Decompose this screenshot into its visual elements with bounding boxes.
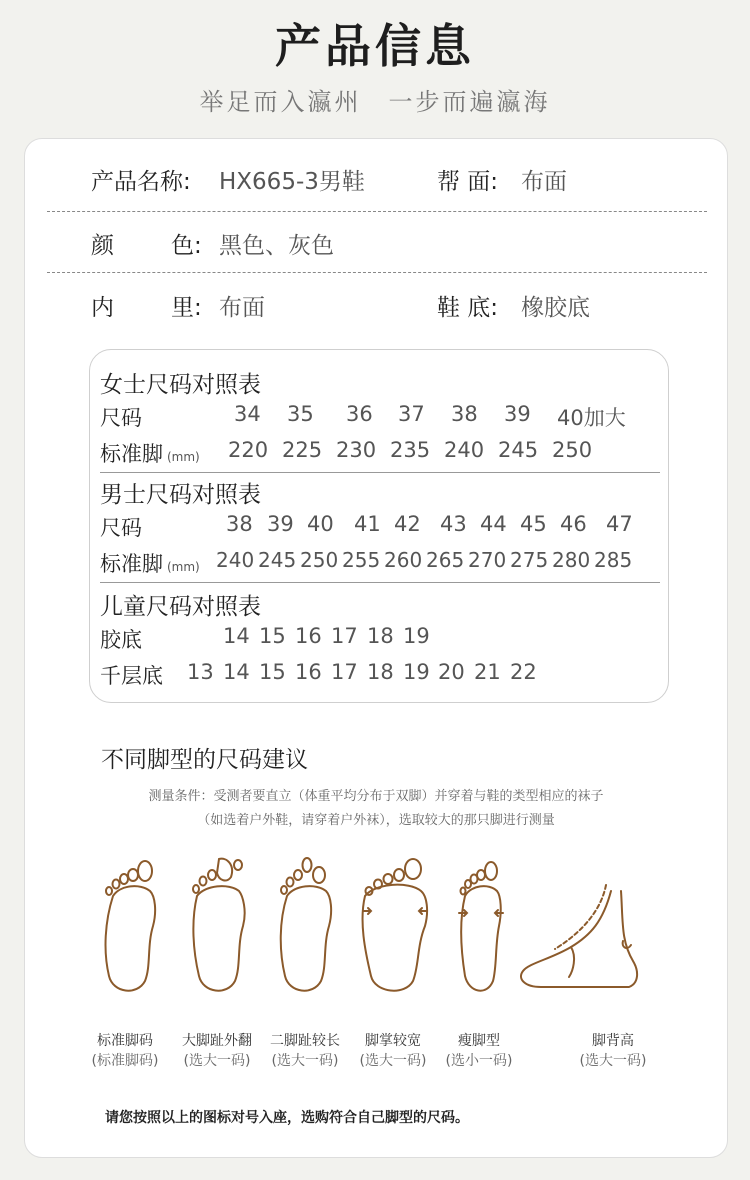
kids-layer-label: 千层底 — [100, 664, 163, 688]
info-row-name-upper — [47, 145, 707, 209]
foot-type-name: 瘦脚型 — [458, 1033, 500, 1049]
men-size: 43 — [440, 512, 467, 536]
women-size: 36 — [346, 402, 373, 426]
kids-layer-size: 19 — [403, 660, 430, 684]
women-foot-label-text: 标准脚 — [100, 442, 163, 466]
bunion-foot-icon — [183, 851, 253, 1001]
foot-type-thin — [409, 1031, 549, 1071]
men-length: 255 — [342, 548, 381, 572]
kids-rubber-size: 19 — [403, 624, 430, 648]
men-size: 42 — [394, 512, 421, 536]
foot-type-name: 标准脚码 — [97, 1033, 153, 1049]
men-size: 40 — [307, 512, 334, 536]
foot-type-tip: (选小一码) — [445, 1053, 513, 1069]
upper-label: 帮 面: — [437, 169, 499, 195]
kids-layer-size: 20 — [438, 660, 465, 684]
women-foot-label — [100, 438, 200, 468]
kids-rubber-size: 17 — [331, 624, 358, 648]
kids-rubber-size: 15 — [259, 624, 286, 648]
men-length: 270 — [468, 548, 507, 572]
foot-type-tip: (选大一码) — [271, 1053, 339, 1069]
women-size: 35 — [287, 402, 314, 426]
high-instep-foot-icon — [511, 851, 661, 1001]
info-row-lining-sole — [47, 271, 707, 335]
men-unit: (mm) — [167, 560, 200, 574]
men-size: 41 — [354, 512, 381, 536]
page-subtitle: 举足而入瀛州 一步而遍瀛海 — [199, 88, 551, 116]
women-size: 39 — [504, 402, 531, 426]
women-length: 220 — [228, 438, 269, 462]
foot-type-tip: (标准脚码) — [91, 1053, 159, 1069]
men-chart-title: 男士尺码对照表 — [100, 482, 261, 508]
men-foot-label-text: 标准脚 — [100, 552, 163, 576]
kids-layer-size: 15 — [259, 660, 286, 684]
color-label-a: 颜 — [91, 233, 114, 259]
long-second-toe-foot-icon — [271, 851, 341, 1001]
women-unit: (mm) — [167, 450, 200, 464]
women-length: 235 — [390, 438, 431, 462]
foot-type-tip: (选大一码) — [579, 1053, 647, 1069]
sole-label: 鞋 底: — [437, 295, 499, 321]
color-value: 黑色、灰色 — [219, 233, 334, 259]
color-label-b: 色: — [171, 233, 202, 259]
measurement-condition-line1: 测量条件：受测者要直立（体重平均分布于双脚）并穿着与鞋的类型相应的袜子 — [148, 789, 604, 804]
women-size-label: 尺码 — [100, 406, 142, 430]
lining-label-a: 内 — [91, 295, 114, 321]
kids-layer-size: 13 — [187, 660, 214, 684]
men-size: 44 — [480, 512, 507, 536]
size-selection-note: 请您按照以上的图标对号入座，选购符合自己脚型的尺码。 — [105, 1110, 469, 1126]
kids-layer-size: 22 — [510, 660, 537, 684]
foot-type-tip: (选大一码) — [183, 1053, 251, 1069]
foot-type-tip: (选大一码) — [359, 1053, 427, 1069]
lining-value: 布面 — [219, 295, 265, 321]
men-length: 285 — [594, 548, 633, 572]
standard-foot-icon — [95, 851, 165, 1001]
kids-layer-size: 16 — [295, 660, 322, 684]
men-length: 260 — [384, 548, 423, 572]
men-size: 38 — [226, 512, 253, 536]
foot-type-name: 二脚趾较长 — [270, 1033, 340, 1049]
product-info-card — [24, 138, 728, 1158]
kids-rubber-size: 16 — [295, 624, 322, 648]
wide-foot-icon — [357, 851, 433, 1001]
size-chart — [89, 349, 669, 703]
kids-layer-size: 18 — [367, 660, 394, 684]
kids-layer-size: 21 — [474, 660, 501, 684]
women-size: 40加大 — [557, 406, 626, 430]
kids-layer-size: 17 — [331, 660, 358, 684]
kids-rubber-label: 胶底 — [100, 628, 142, 652]
women-size: 38 — [451, 402, 478, 426]
women-length: 230 — [336, 438, 377, 462]
foot-type-high-instep — [543, 1031, 683, 1071]
divider — [100, 582, 660, 583]
kids-layer-size: 14 — [223, 660, 250, 684]
men-size: 47 — [606, 512, 633, 536]
men-length: 275 — [510, 548, 549, 572]
name-value: HX665-3男鞋 — [219, 169, 365, 195]
lining-label-b: 里: — [171, 295, 202, 321]
men-foot-label — [100, 548, 200, 578]
men-size: 45 — [520, 512, 547, 536]
divider — [100, 472, 660, 473]
kids-rubber-size: 14 — [223, 624, 250, 648]
women-length: 225 — [282, 438, 323, 462]
women-length: 240 — [444, 438, 485, 462]
men-length: 240 — [216, 548, 255, 572]
women-size: 34 — [234, 402, 261, 426]
women-chart-title: 女士尺码对照表 — [100, 372, 261, 398]
foot-type-name: 大脚趾外翻 — [182, 1033, 252, 1049]
sole-value: 橡胶底 — [521, 295, 590, 321]
men-length: 245 — [258, 548, 297, 572]
foot-type-name: 脚背高 — [592, 1033, 634, 1049]
men-size-label: 尺码 — [100, 516, 142, 540]
women-length: 250 — [552, 438, 593, 462]
men-length: 250 — [300, 548, 339, 572]
upper-value: 布面 — [521, 169, 567, 195]
kids-chart-title: 儿童尺码对照表 — [100, 594, 261, 620]
men-size: 46 — [560, 512, 587, 536]
kids-rubber-size: 18 — [367, 624, 394, 648]
women-length: 245 — [498, 438, 539, 462]
men-length: 280 — [552, 548, 591, 572]
foot-type-advice-title: 不同脚型的尺码建议 — [101, 747, 308, 773]
info-row-color — [47, 209, 707, 273]
thin-foot-icon — [449, 851, 509, 1001]
men-length: 265 — [426, 548, 465, 572]
name-label: 产品名称: — [91, 169, 191, 195]
men-size: 39 — [267, 512, 294, 536]
measurement-condition-line2: （如选着户外鞋，请穿着户外袜），选取较大的那只脚进行测量 — [197, 813, 555, 828]
page-title: 产品信息 — [275, 19, 475, 73]
foot-type-name: 脚掌较宽 — [365, 1033, 421, 1049]
women-size: 37 — [398, 402, 425, 426]
